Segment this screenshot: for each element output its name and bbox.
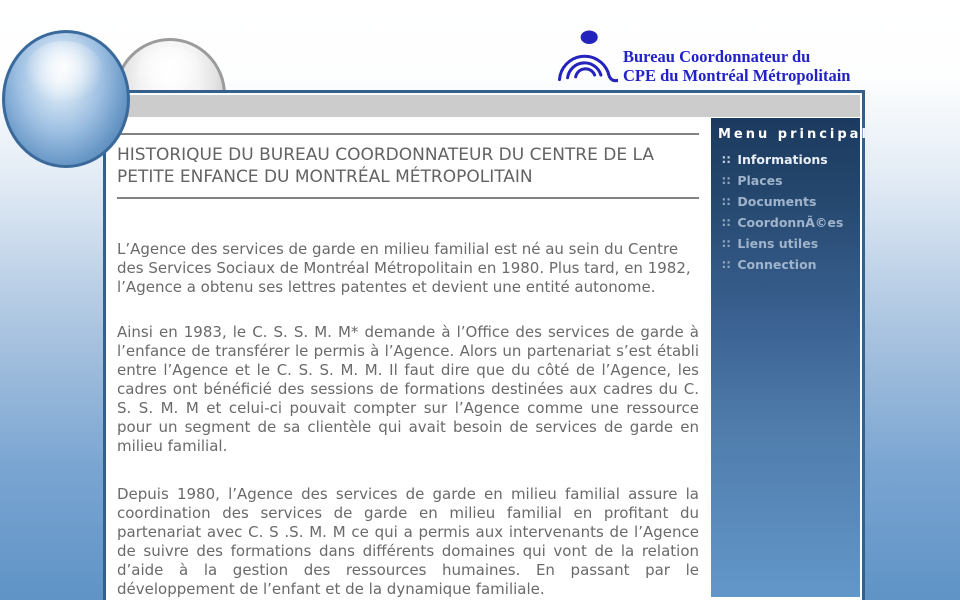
main-menu [711, 118, 869, 597]
menu-item-places[interactable] [711, 170, 860, 191]
dots-bullet-icon: ∷ [722, 194, 731, 209]
menu-item-label: Documents [737, 194, 817, 209]
panel-header-bar [108, 95, 860, 117]
title-rule-top [117, 133, 699, 135]
person-arcs-icon [555, 26, 618, 88]
dots-bullet-icon: ∷ [722, 215, 731, 230]
menu-item-informations[interactable] [711, 149, 860, 170]
menu-item-label: CoordonnÃ©es [737, 215, 844, 230]
menu-item-label: Connection [737, 257, 817, 272]
logo[interactable] [555, 26, 850, 88]
article [117, 133, 699, 599]
menu-item-label: Places [737, 173, 783, 188]
menu-item-liens-utiles[interactable] [711, 233, 860, 254]
menu-item-label: Informations [737, 152, 828, 167]
page-title: HISTORIQUE DU BUREAU COORDONNATEUR DU CENTRE DE LA PETITE ENFANCE DU MONTRÉAL MÉTROPOLITAIN [117, 145, 654, 187]
logo-title-line1: Bureau Coordonnateur du [623, 47, 811, 66]
article-paragraph-1: L’Agence des services de garde en milieu familial est né au sein du Centre des Services Sociaux de Montréal Métropolitain en 1980. Plus tard, en 1982, l’Agence a obtenu ses lettres patentes et devient une entité autonome. [117, 240, 691, 296]
logo-title-line2: CPE du Montréal Métropolitain [623, 66, 851, 85]
dots-bullet-icon: ∷ [722, 152, 731, 167]
article-paragraph-3: Depuis 1980, l’Agence des services de garde en milieu familial assure la coordination des services de garde en milieu familial en profitant du partenariat avec C. S .S. M. M ce qui a permis aux intervenants de l’Agence de suivre des formations dans différents domaines qui vont de la relation d’aide à la gestion des ressources humaines. En passant par le développement de l’enfant et de la dynamique familiale. [117, 485, 699, 598]
menu-item-label: Liens utiles [737, 236, 819, 251]
article-paragraph-2: Ainsi en 1983, le C. S. S. M. M* demande à l’Office des services de garde à l’enfance de transférer le permis à l’Agence. Alors un partenariat s’est établi entre l’Agence et le C. S. S. M. M. Il faut dire que du côté de l’Agence, les cadres ont bénéficié des sessions de formations destinées aux cadres du C. S. S. M. M et celui-ci pouvait compter sur l’Agence comme une ressource pour un segment de sa clientèle qui avait besoin de services de garde en milieu familial. [117, 323, 699, 455]
dots-bullet-icon: ∷ [722, 173, 731, 188]
menu-item-coordonnees[interactable] [711, 212, 860, 233]
dots-bullet-icon: ∷ [722, 236, 731, 251]
blue-sphere-decoration [2, 30, 130, 168]
dots-bullet-icon: ∷ [722, 257, 731, 272]
content-panel [103, 90, 869, 600]
menu-item-documents[interactable] [711, 191, 860, 212]
logo-title [623, 26, 850, 88]
title-rule-bottom [117, 197, 699, 199]
menu-title: Menu principal [718, 127, 869, 142]
menu-item-connection[interactable] [711, 254, 860, 275]
